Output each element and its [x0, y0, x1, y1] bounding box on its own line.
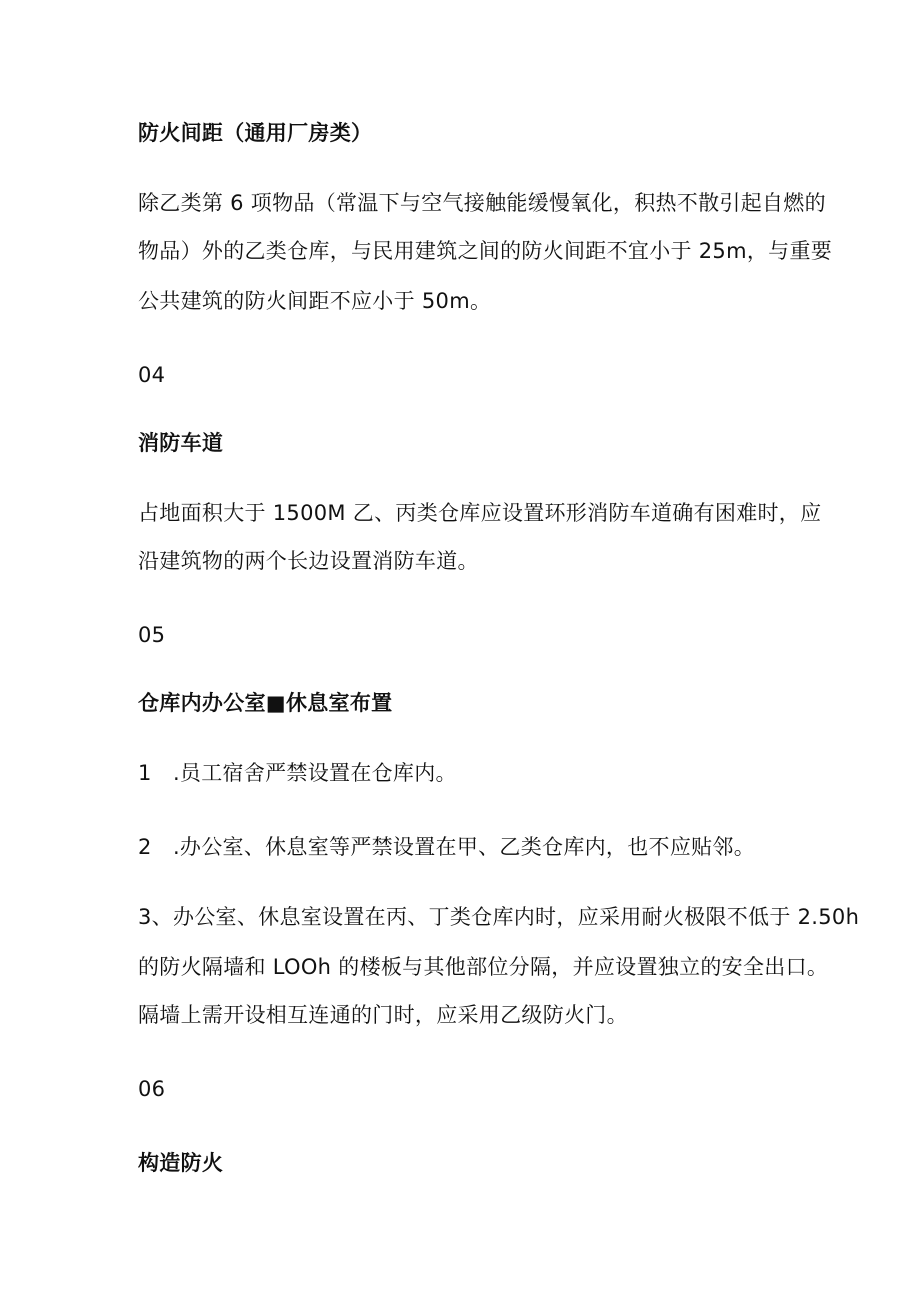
- list-item-continuation: 隔墙上需开设相互连通的门时，应采用乙级防火门。: [138, 1003, 628, 1027]
- paragraph-line: 除乙类第 6 项物品（常温下与空气接触能缓慢氧化，积热不散引起自燃的: [138, 191, 826, 215]
- list-item-continuation: 的防火隔墙和 LOOh 的楼板与其他部位分隔，并应设置独立的安全出口。: [138, 955, 829, 979]
- list-item: 2 .办公室、休息室等严禁设置在甲、乙类仓库内，也不应贴邻。: [138, 835, 756, 859]
- paragraph-line: 占地面积大于 1500M 乙、丙类仓库应设置环形消防车道确有困难时，应: [138, 501, 822, 525]
- section-number: 06: [138, 1077, 166, 1101]
- section-number: 05: [138, 623, 166, 647]
- section-heading-construction-fire: 构造防火: [138, 1151, 224, 1175]
- paragraph-line: 物品）外的乙类仓库，与民用建筑之间的防火间距不宜小于 25m，与重要: [138, 239, 833, 263]
- list-item: 3、办公室、休息室设置在丙、丁类仓库内时，应采用耐火极限不低于 2.50h: [138, 905, 860, 929]
- section-heading-office-layout: 仓库内办公室■休息室布置: [138, 691, 393, 715]
- paragraph-line: 沿建筑物的两个长边设置消防车道。: [138, 549, 479, 573]
- section-heading-fire-lane: 消防车道: [138, 431, 224, 455]
- section-number: 04: [138, 363, 166, 387]
- paragraph-line: 公共建筑的防火间距不应小于 50m。: [138, 289, 492, 313]
- section-heading-fire-spacing: 防火间距（通用厂房类）: [138, 121, 373, 145]
- list-item: 1 .员工宿舍严禁设置在仓库内。: [138, 761, 457, 785]
